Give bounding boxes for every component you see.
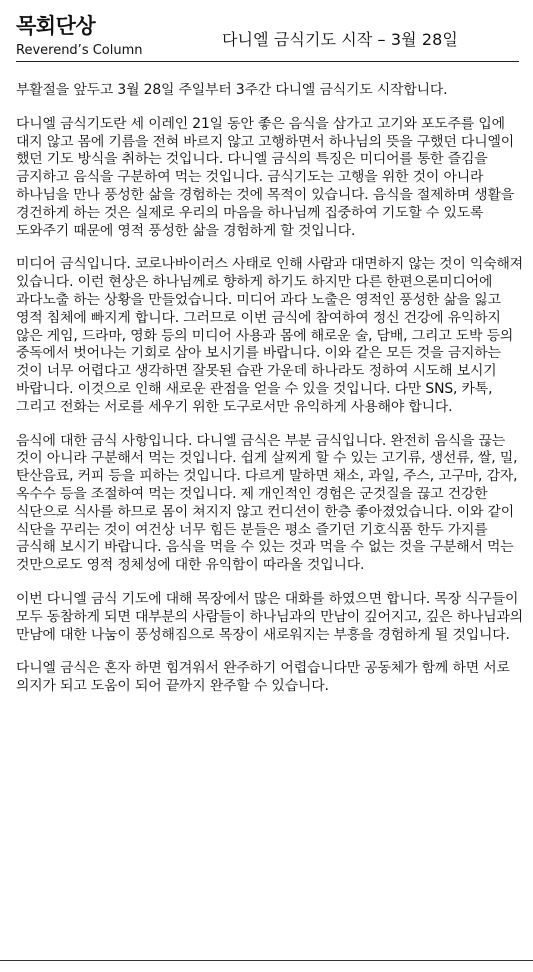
- paragraph-closing: 다니엘 금식은 혼자 하면 힘겨워서 완주하기 어렵습니다만 공동체가 함께 하면 서로 의지가 되고 도움이 되어 끝까지 완주할 수 있습니다.: [16, 660, 510, 695]
- paragraph-intro: 부활절을 앞두고 3월 28일 주일부터 3주간 다니엘 금식기도 시작합니다.: [16, 82, 448, 98]
- paragraph-definition: 다니엘 금식기도란 세 이레인 21일 동안 좋은 음식을 삼가고 고기와 포도주를 입에 대지 않고 몸에 기름을 전혀 바르지 않고 고행하면서 하나님의 뜻을 구했던 다니엘이 했던 기도 방식을 취하는 것입니다. 다니엘 금식의 특징은 미디어를 통한 즐김을 금지하고 음식을 구분하여 먹는 것입니다. 금식기도는 고행을 위한 것이 아니라 하나님을 만나 풍성한 삶을 경험하는 것에 목적이 있습니다. 음식을 절제하며 생활을 경건하게 하는 것은 실제로 우리의 마음을 하나님께 집중하여 기도할 수 있도록 도와주기 때문에 영적 풍성한 삶을 경험하게 할 것입니다.: [16, 115, 515, 239]
- footer-divider: [0, 960, 533, 961]
- header-divider: [16, 61, 519, 62]
- column-subtitle: Reverend’s Column: [16, 43, 143, 58]
- page-header: [0, 0, 533, 64]
- paragraph-small-group: 이번 다니엘 금식 기도에 대해 목장에서 많은 대화를 하였으면 합니다. 목장 식구들이 모두 동참하게 되면 대부분의 사람들이 하나님과의 만남이 깊어지고, 깊은 하나님과의 만남에 대한 나눔이 풍성해짐으로 목장이 새로워지는 부흥을 경험하게 될 것입니다.: [16, 590, 524, 643]
- column-title: 목회단상: [16, 14, 96, 38]
- article-body: [16, 82, 524, 712]
- paragraph-food-fast: 음식에 대한 금식 사항입니다. 다니엘 금식은 부분 금식입니다. 완전히 음식을 끊는 것이 아니라 구분해서 먹는 것입니다. 쉽게 살찌게 할 수 있는 고기류, 생선류, 쌀, 밀, 탄산음료, 커피 등을 피하는 것입니다. 다르게 말하면 채소, 과일, 주스, 고구마, 감자, 옥수수 등을 조절하여 먹는 것입니다. 제 개인적인 경험은 군것질을 끊고 건강한 식단으로 식사를 하므로 몸이 쳐지지 않고 컨디션이 한층 좋아졌었습니다. 이와 같이 식단을 꾸리는 것이 여건상 너무 힘든 분들은 평소 즐기던 기호식품 한두 가지를 금식해 보시기 바랍니다. 음식을 먹을 수 있는 것과 먹을 수 없는 것을 구분해서 먹는 것만으로도 영적 정체성에 대한 유익함이 따라올 것입니다.: [16, 432, 518, 574]
- paragraph-media-fast: 미디어 금식입니다. 코로나바이러스 사태로 인해 사람과 대면하지 않는 것이 익숙해져 있습니다. 이런 현상은 하나님께로 향하게 하기도 하지만 다른 한편으론미디어에 과다노출 하는 상황을 만들었습니다. 미디어 과다 노출은 영적인 풍성한 삶을 잃고 영적 침체에 빠지게 합니다. 그러므로 이번 금식에 참여하여 정신 건강에 유익하지 않은 게임, 드라마, 영화 등의 미디어 사용과 몸에 해로운 술, 담배, 그리고 도박 등의 중독에서 벗어나는 기회로 삼아 보시기를 바랍니다. 이와 같은 모든 것을 금지하는 것이 너무 어렵다고 생각하면 잘못된 습관 가운데 하나라도 정하여 시도해 보시기 바랍니다. 이것으로 인해 새로운 관점을 얻을 수 있을 것입니다. 다만 SNS, 카톡, 그리고 전화는 서로를 세우기 위한 도구로서만 유익하게 사용해야 합니다.: [16, 256, 524, 415]
- post-title: 다니엘 금식기도 시작 – 3월 28일: [222, 30, 458, 49]
